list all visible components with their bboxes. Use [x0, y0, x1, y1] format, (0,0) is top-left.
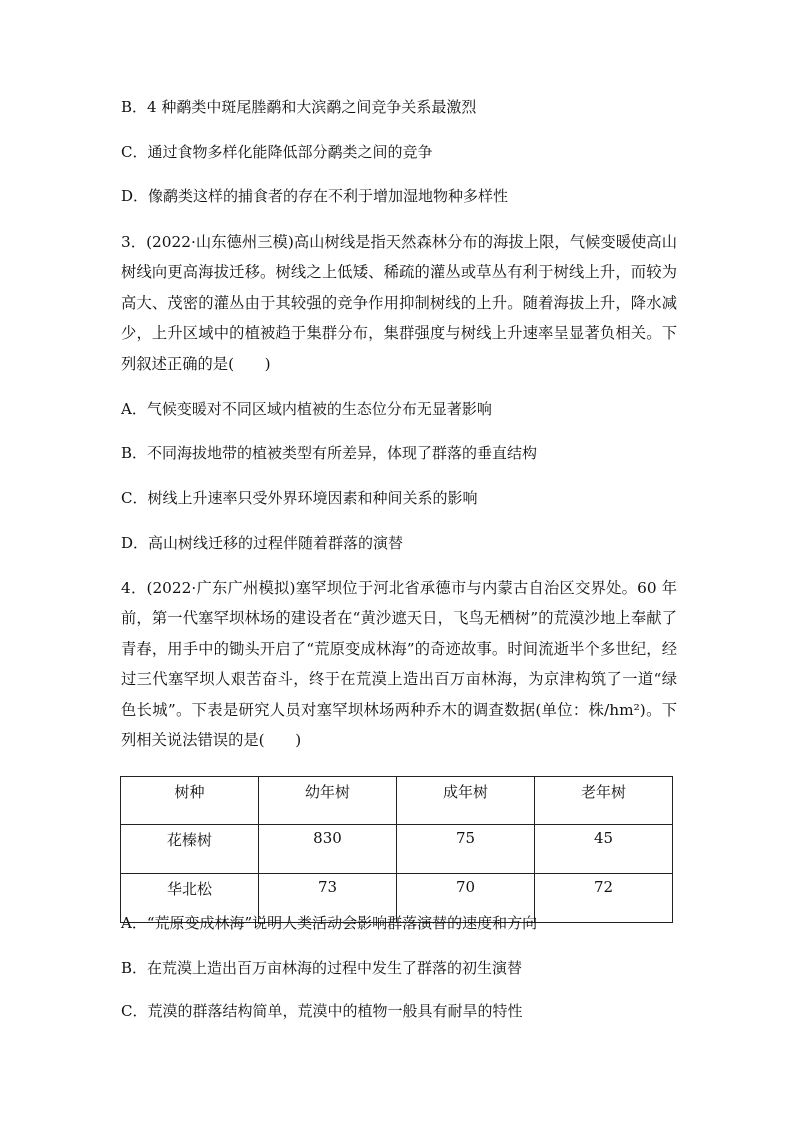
survey-table: [120, 776, 673, 923]
table-header-row: [121, 777, 673, 825]
table-header: 成年树: [397, 777, 535, 825]
q3-stem: 3．(2022·山东德州三模)高山树线是指天然森林分布的海拔上限，气候变暖使高山树线向更高海拔迁移。树线之上低矮、稀疏的灌丛或草丛有利于树线上升，而较为高大、茂密的灌丛由于其较强的竞争作用抑制树线的上升。随着海拔上升，降水减少，上升区域中的植被趋于集群分布，集群强度与树线上升速率呈显著负相关。下列叙述正确的是( ): [121, 233, 677, 373]
q2-option-d: D．像鹬类这样的捕食者的存在不利于增加湿地物种多样性: [121, 187, 509, 205]
table-cell: 72: [535, 874, 673, 923]
q4-option-b: B．在荒漠上造出百万亩林海的过程中发生了群落的初生演替: [121, 959, 523, 977]
table-cell: 75: [397, 825, 535, 874]
table-cell: 45: [535, 825, 673, 874]
q2-option-c: C．通过食物多样化能降低部分鹬类之间的竞争: [121, 143, 433, 161]
q3-option-c: C．树线上升速率只受外界环境因素和种间关系的影响: [121, 489, 478, 507]
table-cell: 70: [397, 874, 535, 923]
q4-stem: 4．(2022·广东广州模拟)塞罕坝位于河北省承德市与内蒙古自治区交界处。60 年前，第一代塞罕坝林场的建设者在“黄沙遮天日，飞鸟无栖树”的荒漠沙地上奉献了青春，用手中的锄头开启了“荒原变成林海”的奇迹故事。时间流逝半个多世纪，经过三代塞罕坝人艰苦奋斗，终于在荒漠上造出百万亩林海，为京津构筑了一道“绿色长城”。下表是研究人员对塞罕坝林场两种乔木的调查数据(单位：株/hm²)。下列相关说法错误的是( ): [121, 579, 677, 750]
table-header: 幼年树: [259, 777, 397, 825]
table-cell: 830: [259, 825, 397, 874]
table-row: [121, 825, 673, 874]
q2-option-b: B．4 种鹬类中斑尾塍鹬和大滨鹬之间竞争关系最激烈: [121, 98, 477, 116]
q3-option-a: A．气候变暖对不同区域内植被的生态位分布无显著影响: [121, 400, 492, 418]
q4-option-c: C．荒漠的群落结构简单，荒漠中的植物一般具有耐旱的特性: [121, 1002, 523, 1020]
table-header: 树种: [121, 777, 259, 825]
table-cell: 花榛树: [121, 825, 259, 874]
q3-option-b: B．不同海拔地带的植被类型有所差异，体现了群落的垂直结构: [121, 444, 538, 462]
table-header: 老年树: [535, 777, 673, 825]
q4-option-a: A．“荒原变成林海”说明人类活动会影响群落演替的速度和方向: [121, 914, 538, 932]
q3-option-d: D．高山树线迁移的过程伴随着群落的演替: [121, 534, 404, 552]
table-cell: 73: [259, 874, 397, 923]
table-cell: 华北松: [121, 874, 259, 923]
